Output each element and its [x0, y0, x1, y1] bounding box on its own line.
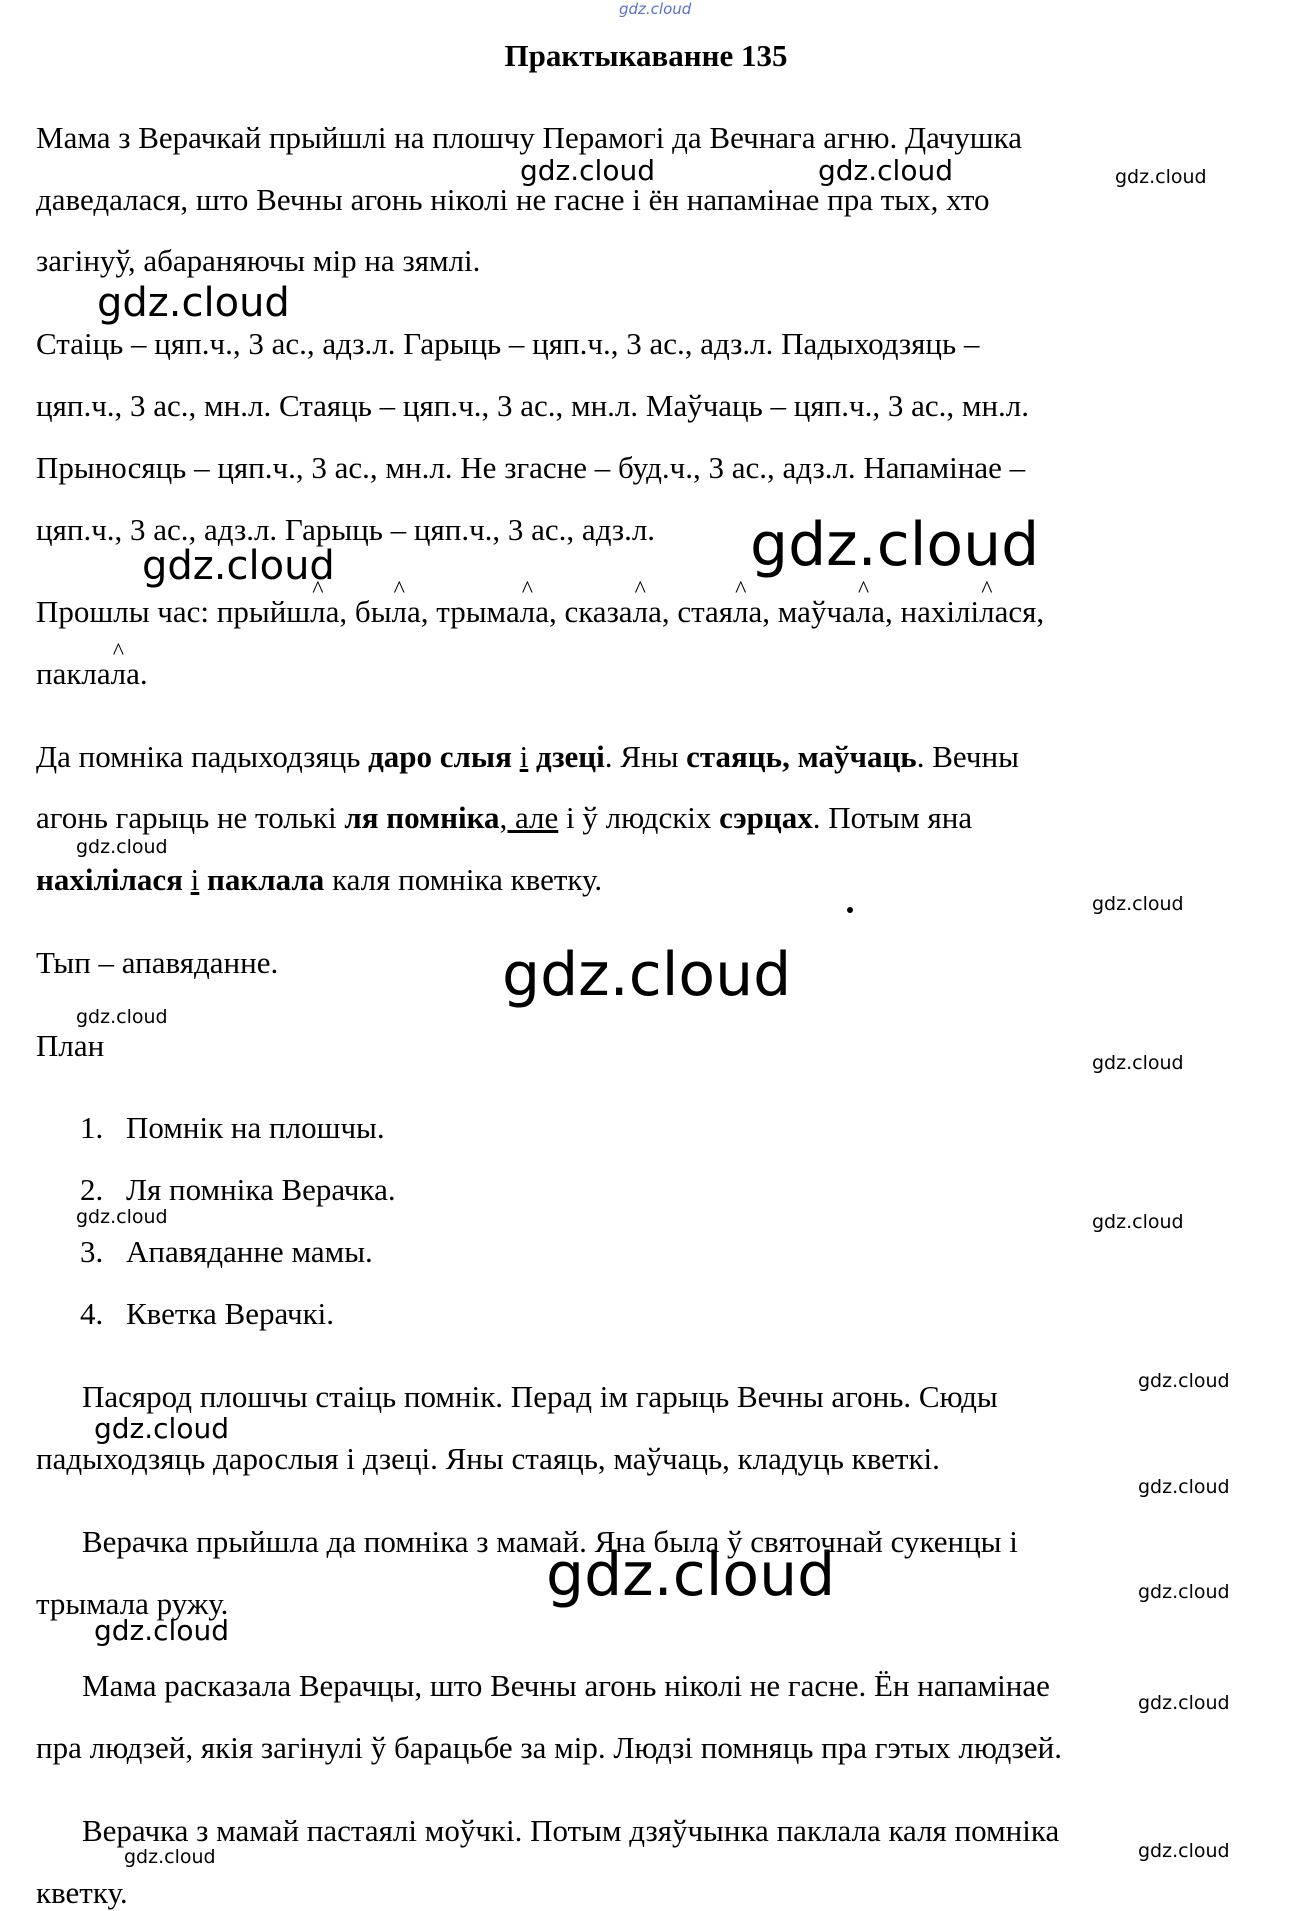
watermark: gdz.cloud	[502, 940, 792, 1010]
analysis-line-3	[36, 862, 602, 898]
analysis-line-2	[36, 800, 972, 836]
predicate-word: нахілілася	[36, 862, 183, 897]
watermark: gdz.cloud	[818, 154, 953, 187]
watermark: gdz.cloud	[1092, 1211, 1184, 1233]
past-word	[564, 594, 677, 629]
analysis-text: каля помніка кветку.	[324, 862, 603, 897]
story-p1-line-1: Пасярод плошчы стаіць помнік. Перад ім гарыць Вечны агонь. Сюды	[82, 1379, 998, 1414]
plan-item	[80, 1172, 396, 1208]
past-word-part: стая	[677, 594, 734, 629]
space	[199, 862, 207, 897]
watermark: gdz.cloud	[546, 1540, 836, 1610]
past-word-part: а,	[871, 594, 901, 629]
text-type: Тып – апавяданне.	[36, 945, 279, 980]
watermark: gdz.cloud	[1092, 1052, 1184, 1074]
verbs-line-1: Стаіць – цяп.ч., 3 ас., адз.л. Гарыць – цяп.ч., 3 ас., адз.л. Падыходзяць –	[36, 326, 980, 361]
watermark: gdz.cloud	[1138, 1581, 1230, 1603]
story-p1-line-2: падыходзяць дарослыя і дзеці. Яны стаяць, маўчаць, кладуць кветкі.	[36, 1441, 940, 1476]
accent-mark: ^ л	[520, 594, 535, 629]
plan-text: Кветка Верачкі.	[126, 1296, 335, 1331]
header-watermark: gdz.cloud	[619, 0, 692, 18]
analysis-text: . Яны	[604, 739, 687, 774]
intro-line-1: Мама з Верачкай прыйшлі на плошчу Перамогі да Вечнага агню. Дачушка	[36, 120, 1022, 155]
past-tense-line	[36, 594, 1044, 630]
watermark: gdz.cloud	[1138, 1476, 1230, 1498]
watermark: gdz.cloud	[1115, 166, 1207, 188]
past-last-pre: пакла	[36, 656, 111, 691]
watermark: gdz.cloud	[1138, 1692, 1230, 1714]
analysis-text: Да помніка падыходзяць	[36, 739, 369, 774]
plan-number: 4.	[80, 1296, 104, 1331]
past-word-part: сказа	[564, 594, 633, 629]
past-prefix: Прошлы час:	[36, 594, 217, 629]
story-p2-line-1: Верачка прыйшла да помніка з мамай. Яна была ў святочнай сукенцы і	[82, 1524, 1018, 1559]
past-word-part: а,	[648, 594, 678, 629]
analysis-text: . Вечны	[916, 739, 1019, 774]
verbs-line-4: цяп.ч., 3 ас., адз.л. Гарыць – цяп.ч., 3 ас., адз.л.	[36, 512, 656, 547]
past-word-part: прыйш	[216, 594, 311, 629]
intro-line-2: даведалася, што Вечны агонь ніколі не гасне і ён напамінае пра тых, хто	[36, 182, 990, 217]
watermark: gdz.cloud	[1092, 893, 1184, 915]
accent-mark: ^ л	[111, 656, 126, 691]
ink-dot	[847, 907, 853, 913]
plan-item	[80, 1110, 385, 1146]
past-word-part: ася,	[994, 594, 1045, 629]
bold-phrase: ля помніка	[344, 800, 500, 835]
subject-word: даро слыя	[368, 739, 512, 774]
analysis-text: агонь гарыць не толькі	[36, 800, 345, 835]
accent-mark: ^ л	[979, 594, 994, 629]
past-word	[778, 594, 901, 629]
past-word-part: бы	[354, 594, 392, 629]
past-word	[217, 594, 355, 629]
plan-number: 3.	[80, 1234, 104, 1269]
comma: ,	[782, 739, 798, 774]
story-p4-line-2: кветку.	[36, 1875, 128, 1910]
plan-item	[80, 1234, 373, 1270]
predicate-word: паклала	[207, 862, 325, 897]
accent-mark: ^ л	[733, 594, 748, 629]
watermark: gdz.cloud	[750, 510, 1040, 580]
past-word-part: а,	[325, 594, 355, 629]
predicate-word: стаяць	[686, 739, 783, 774]
conjunction: і	[190, 862, 200, 897]
plan-number: 2.	[80, 1172, 104, 1207]
watermark: gdz.cloud	[124, 1846, 216, 1868]
accent-mark: ^ л	[310, 594, 325, 629]
past-word-part: а,	[748, 594, 778, 629]
conjunction: і	[519, 739, 529, 774]
predicate-word: маўчаць	[797, 739, 917, 774]
plan-number: 1.	[80, 1110, 104, 1145]
accent-mark: ^ л	[633, 594, 648, 629]
past-word-part: нахілі	[900, 594, 980, 629]
watermark: gdz.cloud	[76, 1206, 168, 1228]
story-p3-line-2: пра людзей, якія загінулі ў барацьбе за мір. Людзі помняць пра гэтых людзей.	[36, 1730, 1062, 1765]
verbs-line-3: Прыносяць – цяп.ч., 3 ас., мн.л. Не згасне – буд.ч., 3 ас., адз.л. Напамінае –	[36, 450, 1026, 485]
past-word	[677, 594, 777, 629]
story-p2-line-2: трымала ружу.	[36, 1586, 229, 1621]
plan-text: Помнік на плошчы.	[126, 1110, 385, 1145]
analysis-text: і ў людскіх	[558, 800, 720, 835]
past-word-part: маўча	[777, 594, 856, 629]
plan-text: Ля помніка Верачка.	[126, 1172, 396, 1207]
story-p3-line-1: Мама расказала Верачцы, што Вечны агонь ніколі не гасне. Ён напамінае	[82, 1668, 1050, 1703]
watermark: gdz.cloud	[76, 836, 168, 858]
watermark: gdz.cloud	[94, 1412, 229, 1445]
watermark: gdz.cloud	[520, 154, 655, 187]
watermark: gdz.cloud	[94, 1614, 229, 1647]
analysis-text: . Потым яна	[812, 800, 973, 835]
intro-line-3: загінуў, абараняючы мір на зямлі.	[36, 243, 481, 278]
past-word	[901, 594, 1045, 629]
bold-phrase: сэрцах	[719, 800, 813, 835]
past-last-post: а.	[126, 656, 148, 691]
story-p4-line-1: Верачка з мамай пастаялі моўчкі. Потым дзяўчынка паклала каля помніка	[82, 1813, 1060, 1848]
watermark: gdz.cloud	[1138, 1840, 1230, 1862]
space	[528, 739, 536, 774]
accent-mark: ^ л	[856, 594, 871, 629]
space	[512, 739, 520, 774]
watermark: gdz.cloud	[97, 280, 290, 326]
accent-mark: ^ л	[392, 594, 407, 629]
conjunction: , але	[499, 800, 559, 835]
subject-word: дзеці	[536, 739, 605, 774]
exercise-title: Практыкаванне 135	[504, 38, 788, 73]
plan-title: План	[36, 1028, 105, 1063]
plan-item	[80, 1296, 334, 1332]
watermark: gdz.cloud	[76, 1006, 168, 1028]
past-word-part: а,	[407, 594, 437, 629]
past-words	[217, 594, 1044, 629]
past-word-part: а,	[535, 594, 565, 629]
past-word	[436, 594, 564, 629]
watermark: gdz.cloud	[1138, 1370, 1230, 1392]
verbs-line-2: цяп.ч., 3 ас., мн.л. Стаяць – цяп.ч., 3 ас., мн.л. Маўчаць – цяп.ч., 3 ас., мн.л.	[36, 388, 1030, 423]
analysis-line-1	[36, 739, 1019, 775]
watermark: gdz.cloud	[142, 543, 335, 589]
past-word-part: трыма	[436, 594, 520, 629]
plan-text: Апавяданне мамы.	[126, 1234, 373, 1269]
past-word	[355, 594, 436, 629]
space	[183, 862, 191, 897]
past-tense-line-2	[36, 656, 148, 692]
